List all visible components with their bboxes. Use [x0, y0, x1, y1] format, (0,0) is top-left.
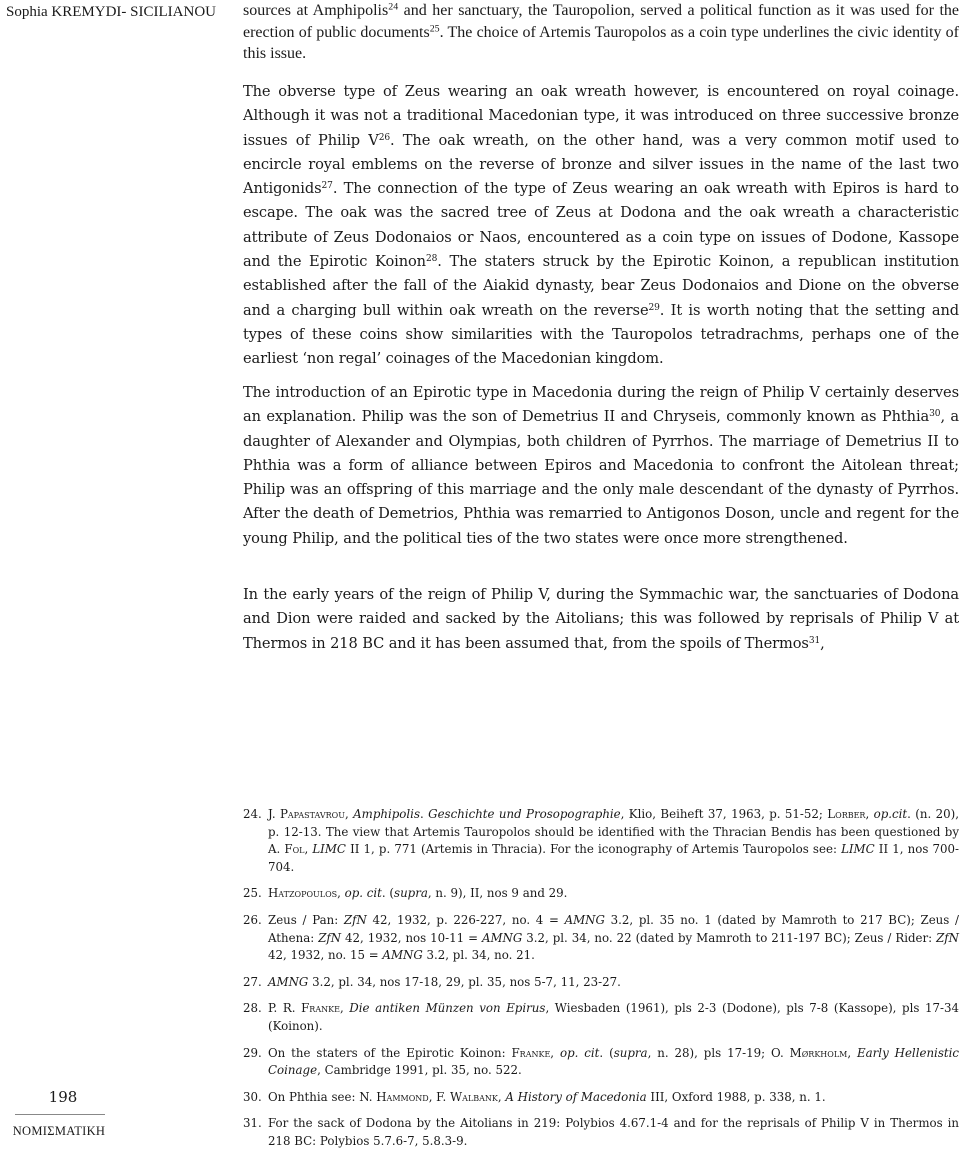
text-run: 3.2, pl. 34, no. 22 (dated by Mamroth to 211-197 BC); Zeus / Rider:	[522, 930, 937, 945]
footnote-text	[268, 912, 959, 965]
footnote	[243, 1089, 959, 1107]
text-run: The introduction of an Epirotic type in Macedonia during the reign of Philip V certainly deserves an explanation. Philip was the son of Demetrius II and Chryseis, commonly known as Phthia	[243, 384, 959, 426]
author-name: Franke	[301, 1001, 340, 1016]
text-run: . The staters struck by the Epirotic Koinon, a republican institution established after the fall of the Aiakid dynasty, bear Zeus Dodonaios and Dione on the obverse and a charging bull within oak wreath on the reverse	[243, 253, 959, 319]
author-name: Lorber	[827, 807, 866, 821]
italic-text: op. cit	[344, 886, 382, 901]
text-run: 3.2, pl. 34, no. 21.	[422, 948, 535, 963]
author-name: Walbank	[450, 1089, 498, 1104]
footnote-number: 26.	[243, 912, 262, 927]
author-name: Franke	[511, 1045, 551, 1060]
footnote	[243, 1115, 959, 1150]
footnote	[243, 806, 959, 876]
text-run: , Klio, Beiheft 37, 1963, p. 51-52;	[620, 807, 828, 821]
text-run: , n. 28), pls 17-19; O.	[647, 1045, 790, 1060]
footnote-number: 29.	[243, 1045, 262, 1060]
text-run: 42, 1932, no. 15 =	[268, 948, 383, 963]
italic-text: AMNG	[564, 912, 605, 927]
paragraph	[243, 0, 959, 65]
footnote-text	[268, 1089, 959, 1107]
text-run: ,	[865, 807, 874, 821]
text-run: , n. 9), II, nos 9 and 29.	[427, 886, 568, 901]
author-name: Mørkholm	[789, 1045, 848, 1060]
author-name: Papastavrou	[279, 807, 345, 821]
footnote-ref: 28	[425, 254, 438, 265]
text-run: ,	[550, 1045, 560, 1060]
italic-text: op.cit	[873, 807, 908, 821]
footnote-text	[268, 885, 959, 903]
italic-text: supra	[613, 1045, 648, 1060]
text-run: III, Oxford 1988, p. 338, n. 1.	[646, 1089, 826, 1104]
text-run: and her sanctuary, the Tauropolion, served a political function as it was used for the erection of public documents	[243, 2, 959, 41]
text-run: , a daughter of Alexander and Olympias, both children of Pyrrhos. The marriage of Demetrius II to Phthia was a form of alliance between Epiros and Macedonia to confront the Aitolean threat; Philip was an offspring of this marriage and the only male descendant of the dynasty of Pyrrhos. After the death of Demetrios, Phthia was remarried to Antigonos Doson, uncle and regent for the young Philip, and the political ties of the two states were once more strengthened.	[243, 408, 959, 547]
italic-text: supra	[394, 886, 428, 901]
author-name: Fol	[284, 842, 305, 857]
text-run: . (n. 20), p. 12-13. The view that Artemis Tauropolos should be identified with the Thracian Bendis has been questioned by A.	[268, 807, 959, 857]
paragraph	[243, 583, 959, 656]
italic-text: LIMC	[312, 842, 346, 857]
text-run: ,	[820, 634, 825, 652]
text-run: II 1, nos 700-704.	[268, 842, 959, 874]
text-run: In the early years of the reign of Philip V, during the Symmachic war, the sanctuaries of Dodona and Dion were raided and sacked by the Aitolians; this was followed by reprisals of Philip V at Thermos in 218 BC and it has been assumed that, from the spoils of Thermos	[243, 586, 959, 652]
footnote-text	[268, 806, 959, 876]
footnote-ref: 31	[808, 635, 821, 646]
text-run: 3.2, pl. 34, nos 17-18, 29, pl. 35, nos 5-7, 11, 23-27.	[308, 974, 621, 989]
footnote-text	[268, 974, 959, 992]
footnote-text	[268, 1045, 959, 1080]
author-name: Hammond	[376, 1089, 429, 1104]
footnote-text	[268, 1115, 959, 1150]
italic-text: AMNG	[382, 948, 423, 963]
running-header-author: Sophia KREMYDI- SICILIANOU	[6, 4, 216, 20]
text-run: , F.	[428, 1089, 451, 1104]
text-run: ,	[344, 807, 354, 821]
author-name: Hatzopoulos	[268, 886, 338, 901]
italic-text: ZfN	[318, 930, 342, 945]
text-run: The obverse type of Zeus wearing an oak wreath however, is encountered on royal coinage. Although it was not a traditional Macedonian type, it was introduced on three successive bronze issues of Philip V	[243, 83, 959, 149]
footnote-ref: 29	[648, 302, 660, 313]
italic-text: ZfN	[343, 912, 367, 927]
text-run: Zeus / Pan:	[268, 912, 344, 927]
footnote	[243, 912, 959, 965]
footnote	[243, 974, 959, 992]
text-run: ,	[497, 1089, 506, 1104]
text-run: . The choice of Artemis Tauropolos as a coin type underlines the civic identity of this issue.	[243, 23, 959, 62]
journal-name: ΝΟΜΙΣΜΑΤΙΚΗ	[12, 1124, 106, 1138]
footnote-ref: 26	[378, 132, 390, 143]
paragraph	[243, 381, 959, 551]
text-run: , Wiesbaden (1961), pls 2-3 (Dodone), pls 7-8 (Kassope), pls 17-34 (Koinon).	[268, 1001, 960, 1033]
text-run: .	[420, 807, 429, 821]
text-run: P. R.	[268, 1001, 302, 1016]
italic-text: A History of Macedonia	[505, 1089, 647, 1104]
paragraph	[243, 80, 959, 372]
footnote-ref: 30	[929, 409, 941, 420]
footnote-ref: 27	[321, 181, 333, 192]
footnote-number: 27.	[243, 974, 262, 989]
italic-text: AMNG	[268, 974, 309, 989]
footnote-number: 24.	[243, 807, 262, 821]
italic-text: AMNG	[481, 930, 523, 945]
text-run: ,	[304, 842, 313, 857]
text-run: . The oak wreath, on the other hand, was a very common motif used to encircle royal emblems on the reverse of bronze and silver issues in the name of the last two Antigonids	[243, 131, 960, 198]
text-run: 42, 1932, p. 226-227, no. 4 =	[366, 912, 565, 927]
footnote-text	[268, 1000, 959, 1035]
footnote	[243, 1045, 959, 1080]
italic-text: ZfN	[936, 930, 959, 945]
footnotes	[243, 806, 959, 1160]
text-run: ,	[847, 1045, 858, 1060]
text-run: sources at Amphipolis	[243, 2, 389, 19]
text-run: On Phthia see: N.	[268, 1089, 377, 1104]
italic-text: op. cit	[559, 1045, 600, 1060]
italic-text: Geschichte und Prosopographie	[428, 807, 621, 821]
italic-text: LIMC	[841, 842, 875, 857]
italic-text: Early Hellenistic Coinage	[268, 1045, 959, 1078]
footnote-number: 28.	[243, 1001, 262, 1016]
text-run: . The connection of the type of Zeus wearing an oak wreath with Epiros is hard to escape. The oak was the sacred tree of Zeus at Dodona and the oak wreath a characteristic attribute of Zeus Dodonaios or Naos, encountered as a coin type on issues of Dodone, Kassope and the Epirotic Koinon	[243, 180, 959, 271]
italic-text: Die antiken Münzen von Epirus	[349, 1001, 546, 1016]
text-run: For the sack of Dodona by the Aitolians in 219: Polybios 4.67.1-4 and for the reprisals of Philip V in Thermos in 218 BC: Polybios 5.7.6-7, 5.8.3-9.	[268, 1116, 959, 1148]
text-run: , Cambridge 1991, pl. 35, no. 522.	[317, 1063, 522, 1078]
text-run: J.	[268, 807, 280, 821]
italic-text: Amphipolis	[353, 807, 421, 821]
text-run: On the staters of the Epirotic Koinon:	[268, 1045, 512, 1060]
footnote-ref: 25	[429, 23, 440, 35]
text-run: . (	[381, 886, 395, 901]
text-run: 42, 1932, nos 10-11 =	[341, 930, 482, 945]
footnote	[243, 1000, 959, 1035]
footnote-number: 25.	[243, 886, 262, 901]
text-run: ,	[337, 886, 345, 901]
text-run: . It is worth noting that the setting and types of these coins show similarities with the Tauropolos tetradrachms, perhaps one of the earliest ‘non regal’ coinages of the Macedonian kingdom.	[243, 301, 959, 368]
page-number: 198	[48, 1088, 78, 1106]
footnote-ref: 24	[388, 1, 399, 13]
text-run: II 1, p. 771 (Artemis in Thracia). For the iconography of Artemis Tauropolos see:	[345, 842, 842, 857]
text-run: . (	[599, 1045, 614, 1060]
footnote-number: 31.	[243, 1116, 262, 1131]
text-run: ,	[339, 1001, 350, 1016]
footnote-number: 30.	[243, 1089, 262, 1104]
footer-divider	[15, 1114, 105, 1115]
footnote	[243, 885, 959, 903]
text-run: 3.2, pl. 35 no. 1 (dated by Mamroth to 217 BC); Zeus / Athena:	[268, 912, 959, 945]
